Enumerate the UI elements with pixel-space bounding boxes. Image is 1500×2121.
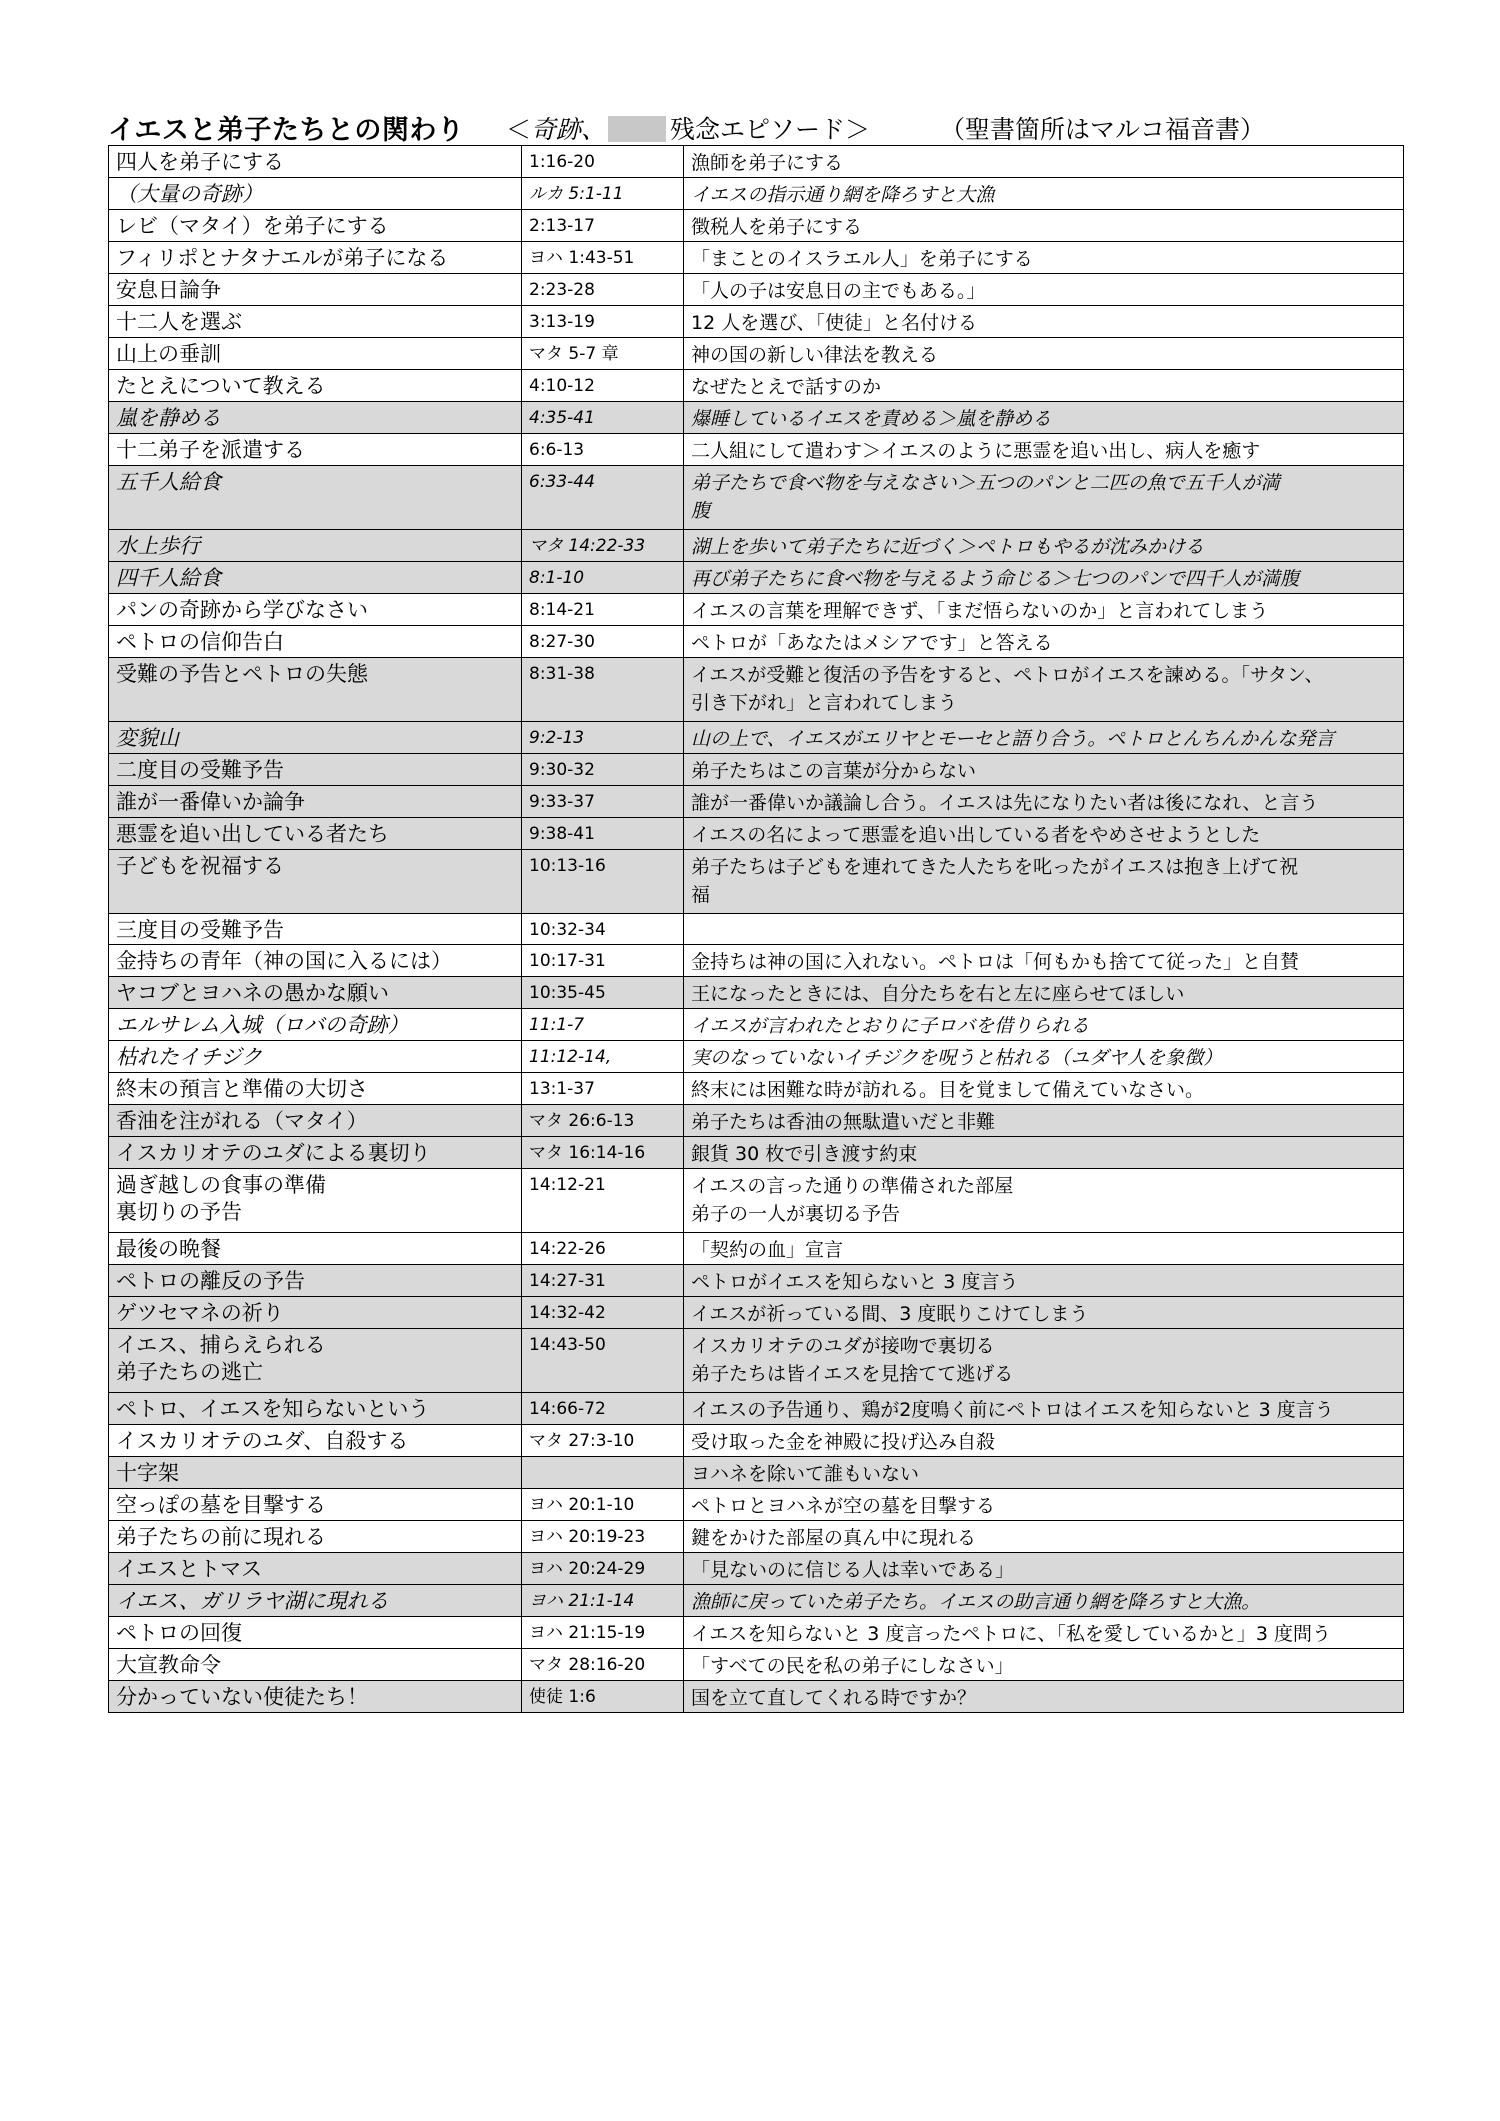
episode-description-cell: 「すべての民を私の弟子にしなさい」 [684, 1649, 1404, 1681]
scripture-ref-cell: 3:13-19 [522, 306, 684, 338]
episode-description-cell: 実のなっていないイチジクを呪うと枯れる（ユダヤ人を象徴） [684, 1041, 1404, 1073]
table-row [109, 338, 1404, 370]
scripture-ref-cell: 14:27-31 [522, 1265, 684, 1297]
episode-table-body [109, 146, 1404, 1713]
episode-title-cell: 四千人給食 [109, 562, 522, 594]
episode-title-cell: レビ（マタイ）を弟子にする [109, 210, 522, 242]
episode-title-cell: 最後の晩餐 [109, 1233, 522, 1265]
scripture-ref-cell: ヨハ 21:1-14 [522, 1585, 684, 1617]
episode-title-cell: 誰が一番偉いか論争 [109, 786, 522, 818]
episode-title-cell: 子どもを祝福する [109, 850, 522, 914]
episode-description-cell: ペトロが「あなたはメシアです」と答える [684, 626, 1404, 658]
scripture-ref-cell: マタ 14:22-33 [522, 530, 684, 562]
scripture-ref-cell: 14:22-26 [522, 1233, 684, 1265]
episode-title-cell: エルサレム入城（ロバの奇跡） [109, 1009, 522, 1041]
episode-title-cell: 三度目の受難予告 [109, 914, 522, 945]
table-row [109, 722, 1404, 754]
scripture-ref-cell: 14:43-50 [522, 1329, 684, 1393]
page-title: イエスと弟子たちとの関わり [108, 115, 465, 146]
scripture-ref-cell: 2:13-17 [522, 210, 684, 242]
episode-table [108, 145, 1404, 1713]
table-row [109, 1649, 1404, 1681]
episode-title-cell: ヤコブとヨハネの愚かな願い [109, 977, 522, 1009]
table-row [109, 178, 1404, 210]
episode-description-cell: なぜたとえで話すのか [684, 370, 1404, 402]
episode-title-cell: たとえについて教える [109, 370, 522, 402]
episode-description-cell: 爆睡しているイエスを責める＞嵐を静める [684, 402, 1404, 434]
scripture-ref-cell: ヨハ 21:15-19 [522, 1617, 684, 1649]
scripture-ref-cell: ヨハ 20:1-10 [522, 1489, 684, 1521]
scripture-ref-cell: 14:32-42 [522, 1297, 684, 1329]
table-row [109, 1265, 1404, 1297]
title-legend [506, 110, 870, 146]
episode-description-cell: イエスの指示通り網を降ろすと大漁 [684, 178, 1404, 210]
episode-title-cell: 悪霊を追い出している者たち [109, 818, 522, 850]
episode-description-cell: イエスの言葉を理解できず、「まだ悟らないのか」と言われてしまう [684, 594, 1404, 626]
episode-description-cell: 弟子たちはこの言葉が分からない [684, 754, 1404, 786]
episode-description-cell: 二人組にして遣わす＞イエスのように悪霊を追い出し、病人を癒す [684, 434, 1404, 466]
episode-description-cell: 鍵をかけた部屋の真ん中に現れる [684, 1521, 1404, 1553]
episode-title-cell: イスカリオテのユダ、自殺する [109, 1425, 522, 1457]
scripture-ref-cell: 13:1-37 [522, 1073, 684, 1105]
table-row [109, 306, 1404, 338]
episode-title-cell: 二度目の受難予告 [109, 754, 522, 786]
table-row [109, 242, 1404, 274]
scripture-ref-cell: 8:14-21 [522, 594, 684, 626]
episode-description-cell: 終末には困難な時が訪れる。目を覚まして備えていなさい。 [684, 1073, 1404, 1105]
episode-title-cell: フィリポとナタナエルが弟子になる [109, 242, 522, 274]
scripture-ref-cell: 11:12-14, [522, 1041, 684, 1073]
episode-description-cell: 弟子たちは子どもを連れてきた人たちを叱ったがイエスは抱き上げて祝 福 [684, 850, 1404, 914]
episode-title-cell: 変貌山 [109, 722, 522, 754]
episode-title-cell: 終末の預言と準備の大切さ [109, 1073, 522, 1105]
episode-title-cell: ペトロの回復 [109, 1617, 522, 1649]
episode-title-cell: イエス、捕らえられる 弟子たちの逃亡 [109, 1329, 522, 1393]
table-row [109, 1041, 1404, 1073]
episode-description-cell: 再び弟子たちに食べ物を与えるよう命じる＞七つのパンで四千人が満腹 [684, 562, 1404, 594]
episode-description-cell: 弟子たちで食べ物を与えなさい＞五つのパンと二匹の魚で五千人が満 腹 [684, 466, 1404, 530]
scripture-ref-cell: 14:12-21 [522, 1169, 684, 1233]
episode-description-cell: 弟子たちは香油の無駄遣いだと非難 [684, 1105, 1404, 1137]
scripture-ref-cell: 6:6-13 [522, 434, 684, 466]
table-row [109, 786, 1404, 818]
scripture-ref-cell: マタ 27:3-10 [522, 1425, 684, 1457]
episode-description-cell: イエスが受難と復活の予告をすると、ペトロがイエスを諫める。「サタン、 引き下がれ」と言われてしまう [684, 658, 1404, 722]
episode-title-cell: 十二弟子を派遣する [109, 434, 522, 466]
document-title [108, 108, 1403, 144]
episode-title-cell: 安息日論争 [109, 274, 522, 306]
episode-description-cell: イエスが祈っている間、3 度眠りこけてしまう [684, 1297, 1404, 1329]
scripture-ref-cell: 9:2-13 [522, 722, 684, 754]
scripture-ref-cell: 9:38-41 [522, 818, 684, 850]
scripture-ref-cell: 10:32-34 [522, 914, 684, 945]
episode-description-cell: 金持ちは神の国に入れない。ペトロは「何もかも捨てて従った」と自賛 [684, 945, 1404, 977]
scripture-ref-cell: 使徒 1:6 [522, 1681, 684, 1713]
episode-title-cell: （大量の奇跡） [109, 178, 522, 210]
episode-description-cell: 「人の子は安息日の主でもある。」 [684, 274, 1404, 306]
table-row [109, 402, 1404, 434]
scripture-ref-cell: 8:1-10 [522, 562, 684, 594]
legend-open: ＜ [506, 115, 532, 144]
episode-description-cell: 漁師を弟子にする [684, 146, 1404, 178]
scripture-ref-cell: 6:33-44 [522, 466, 684, 530]
episode-description-cell: 山の上で、イエスがエリヤとモーセと語り合う。ペトロとんちんかんな発言 [684, 722, 1404, 754]
episode-description-cell: 国を立て直してくれる時ですか？ [684, 1681, 1404, 1713]
table-row [109, 1233, 1404, 1265]
scripture-ref-cell: 1:16-20 [522, 146, 684, 178]
table-row [109, 977, 1404, 1009]
episode-title-cell: 五千人給食 [109, 466, 522, 530]
episode-title-cell: イスカリオテのユダによる裏切り [109, 1137, 522, 1169]
episode-description-cell: 徴税人を弟子にする [684, 210, 1404, 242]
table-row [109, 1073, 1404, 1105]
table-row [109, 1489, 1404, 1521]
table-row [109, 1169, 1404, 1233]
table-row [109, 530, 1404, 562]
scripture-ref-cell: マタ 26:6-13 [522, 1105, 684, 1137]
table-row [109, 1521, 1404, 1553]
episode-title-cell: 大宣教命令 [109, 1649, 522, 1681]
table-row [109, 146, 1404, 178]
scripture-ref-cell: ルカ 5:1-11 [522, 178, 684, 210]
table-row [109, 945, 1404, 977]
episode-title-cell: イエス、ガリラヤ湖に現れる [109, 1585, 522, 1617]
episode-title-cell: 香油を注がれる（マタイ） [109, 1105, 522, 1137]
episode-title-cell: 十二人を選ぶ [109, 306, 522, 338]
episode-title-cell: ペトロの信仰告白 [109, 626, 522, 658]
scripture-ref-cell: 4:35-41 [522, 402, 684, 434]
table-row [109, 274, 1404, 306]
episode-description-cell: 「契約の血」宣言 [684, 1233, 1404, 1265]
table-row [109, 626, 1404, 658]
scripture-ref-cell: マタ 16:14-16 [522, 1137, 684, 1169]
episode-title-cell: 水上歩行 [109, 530, 522, 562]
episode-description-cell: イスカリオテのユダが接吻で裏切る 弟子たちは皆イエスを見捨てて逃げる [684, 1329, 1404, 1393]
table-row [109, 754, 1404, 786]
table-row [109, 1553, 1404, 1585]
table-row [109, 562, 1404, 594]
scripture-ref-cell: 10:13-16 [522, 850, 684, 914]
table-row [109, 1297, 1404, 1329]
episode-description-cell: 神の国の新しい律法を教える [684, 338, 1404, 370]
episode-title-cell: 枯れたイチジク [109, 1041, 522, 1073]
episode-description-cell: イエスの言った通りの準備された部屋 弟子の一人が裏切る予告 [684, 1169, 1404, 1233]
episode-description-cell: 「見ないのに信じる人は幸いである」 [684, 1553, 1404, 1585]
episode-title-cell: 受難の予告とペトロの失態 [109, 658, 522, 722]
episode-description-cell: 「まことのイスラエル人」を弟子にする [684, 242, 1404, 274]
table-row [109, 1585, 1404, 1617]
episode-title-cell: 過ぎ越しの食事の準備 裏切りの予告 [109, 1169, 522, 1233]
scripture-ref-cell: 8:31-38 [522, 658, 684, 722]
scripture-ref-cell: 2:23-28 [522, 274, 684, 306]
scripture-ref-cell: 10:17-31 [522, 945, 684, 977]
episode-title-cell: 四人を弟子にする [109, 146, 522, 178]
episode-description-cell: ペトロとヨハネが空の墓を目撃する [684, 1489, 1404, 1521]
table-row [109, 434, 1404, 466]
legend-gray-swatch [608, 116, 666, 142]
table-row [109, 850, 1404, 914]
scripture-ref-cell: ヨハ 20:24-29 [522, 1553, 684, 1585]
table-row [109, 1425, 1404, 1457]
table-row [109, 1393, 1404, 1425]
episode-description-cell: ヨハネを除いて誰もいない [684, 1457, 1404, 1489]
table-row [109, 466, 1404, 530]
episode-title-cell: 金持ちの青年（神の国に入るには） [109, 945, 522, 977]
scripture-ref-cell [522, 1457, 684, 1489]
episode-description-cell: イエスが言われたとおりに子ロバを借りられる [684, 1009, 1404, 1041]
scripture-ref-cell: 14:66-72 [522, 1393, 684, 1425]
scripture-ref-cell: ヨハ 1:43-51 [522, 242, 684, 274]
episode-title-cell: 嵐を静める [109, 402, 522, 434]
episode-description-cell: 誰が一番偉いか議論し合う。イエスは先になりたい者は後になれ、と言う [684, 786, 1404, 818]
table-row [109, 1681, 1404, 1713]
scripture-ref-cell: 9:33-37 [522, 786, 684, 818]
episode-description-cell: 受け取った金を神殿に投げ込み自殺 [684, 1425, 1404, 1457]
episode-description-cell: 12 人を選び、「使徒」と名付ける [684, 306, 1404, 338]
episode-title-cell: 分かっていない使徒たち！ [109, 1681, 522, 1713]
scripture-ref-cell: ヨハ 20:19-23 [522, 1521, 684, 1553]
scripture-ref-cell: 11:1-7 [522, 1009, 684, 1041]
table-row [109, 1329, 1404, 1393]
scripture-note: （聖書箇所はマルコ福音書） [940, 115, 1266, 144]
table-row [109, 210, 1404, 242]
episode-description-cell: イエスの名によって悪霊を追い出している者をやめさせようとした [684, 818, 1404, 850]
episode-title-cell: 山上の垂訓 [109, 338, 522, 370]
scripture-ref-cell: 9:30-32 [522, 754, 684, 786]
episode-title-cell: 十字架 [109, 1457, 522, 1489]
episode-title-cell: イエスとトマス [109, 1553, 522, 1585]
legend-miracle-label: 奇跡、 [531, 115, 607, 144]
table-row [109, 370, 1404, 402]
episode-description-cell: ペトロがイエスを知らないと 3 度言う [684, 1265, 1404, 1297]
episode-title-cell: ペトロの離反の予告 [109, 1265, 522, 1297]
episode-title-cell: ゲツセマネの祈り [109, 1297, 522, 1329]
episode-title-cell: ペトロ、イエスを知らないという [109, 1393, 522, 1425]
scripture-ref-cell: マタ 5-7 章 [522, 338, 684, 370]
table-row [109, 1137, 1404, 1169]
episode-title-cell: パンの奇跡から学びなさい [109, 594, 522, 626]
scripture-ref-cell: マタ 28:16-20 [522, 1649, 684, 1681]
legend-regret-label: 残念エピソード＞ [670, 115, 871, 144]
table-row [109, 594, 1404, 626]
episode-title-cell: 弟子たちの前に現れる [109, 1521, 522, 1553]
table-row [109, 1457, 1404, 1489]
episode-description-cell: イエスの予告通り、鶏が2度鳴く前にペトロはイエスを知らないと 3 度言う [684, 1393, 1404, 1425]
scripture-ref-cell: 4:10-12 [522, 370, 684, 402]
episode-description-cell [684, 914, 1404, 945]
episode-description-cell: イエスを知らないと 3 度言ったペトロに、「私を愛しているかと」3 度問う [684, 1617, 1404, 1649]
episode-description-cell: 湖上を歩いて弟子たちに近づく＞ペトロもやるが沈みかける [684, 530, 1404, 562]
episode-description-cell: 王になったときには、自分たちを右と左に座らせてほしい [684, 977, 1404, 1009]
scripture-ref-cell: 10:35-45 [522, 977, 684, 1009]
table-row [109, 1617, 1404, 1649]
table-row [109, 658, 1404, 722]
episode-description-cell: 漁師に戻っていた弟子たち。イエスの助言通り網を降ろすと大漁。 [684, 1585, 1404, 1617]
table-row [109, 1105, 1404, 1137]
table-row [109, 914, 1404, 945]
table-row [109, 1009, 1404, 1041]
episode-description-cell: 銀貨 30 枚で引き渡す約束 [684, 1137, 1404, 1169]
episode-title-cell: 空っぽの墓を目撃する [109, 1489, 522, 1521]
table-row [109, 818, 1404, 850]
scripture-ref-cell: 8:27-30 [522, 626, 684, 658]
document-page [108, 108, 1403, 1713]
